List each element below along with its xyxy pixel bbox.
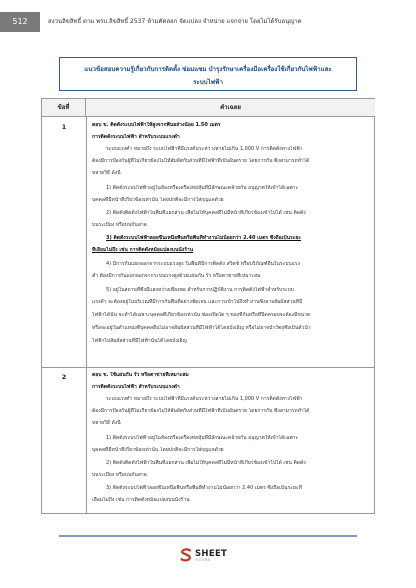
answer-line: 3) ติดตั้งระบบไฟฟ้าลอยขึ้นเหนือพื้นหรือพื้นที่ทำงานไม่น้อยกว่า 2.40 เมตร ซึ่งถือเป็นระยะที่ (106, 485, 302, 491)
answer-line-highlight: 3) ติดตั้งระบบไฟฟ้าลอยขึ้นเหนือพื้นหรือพื้นที่ทำงานไม่น้อยกว่า 2.40 เมตร ซึ่งถือเป็นระยะ (106, 235, 301, 241)
answer-line: 1) ติดตั้งระบบไฟฟ้าอยู่ในห้องหรือเครื่องห่อหุ้มที่มีลักษณะคล้ายกัน อนุญาตให้เข้าได้เฉพาะ (106, 185, 299, 191)
answer-line: 2) ติดตั้งติดตั้งไฟฟ้าในพื้นที่แยกส่วน เพื่อไม่ให้บุคคลที่ไม่มีหน้าที่เกี่ยวข้องเข้าไปได้ เช่น ติดตั้ง (106, 210, 306, 216)
column-header-number: ข้อที่ (42, 99, 86, 117)
section-title-line-1: แนวข้อสอบความรู้เกี่ยวกับการติดตั้ง ซ่อมแซม บำรุงรักษาเครื่องมือเครื่องใช้เกี่ยวกับไฟฟ้าและ (84, 66, 332, 73)
answer-line: การติดตั้งระบบไฟฟ้า สำหรับระบบแรงต่ำ (92, 134, 180, 140)
row-number-2: 2 (61, 373, 67, 381)
section-title-box (59, 57, 357, 91)
answer-line: บนระเบียง หรือบนกันสาด (92, 222, 147, 228)
logo-brand: SHEET (195, 549, 228, 559)
answer-line: แรงต่ำ จะต้องอยู่ในบริเวณที่มีการกั้นพื้นที่อย่างชัดเจน และการเข้าไปถึงทำงานซึ่งอาจสัมผัสส่วนที่มี (92, 299, 303, 305)
answer-line: ต้องมีการป้องกันผู้ที่ไม่เกี่ยวข้องไม่ให้สัมผัสกับส่วนที่มีไฟฟ้าที่เป็นอันตราย โดยการกั้น ซึ่งสามารถทำได้ (92, 408, 310, 414)
answer-line: ตอบ ข. ใช้แผ่นกั้น รั้ว หรือตาข่ายที่เหมาะสม (92, 372, 189, 378)
answer-line: ระบบแรงต่ำ หมายถึง ระบบไฟฟ้าที่มีแรงดันระหว่างสายไม่เกิน 1,000 V การติดตั้งทางไฟฟ้า (106, 396, 303, 402)
answer-line: การติดตั้งระบบไฟฟ้า สำหรับระบบแรงต่ำ (92, 384, 180, 390)
answer-line: ต่ำ ต้องมีการกั้นแยกออกจากระบบแรงสูงด้วยแผ่นกั้น รั้ว หรือตาข่ายที่เหมาะสม (92, 273, 261, 279)
answer-line: ระบบแรงต่ำ หมายถึง ระบบไฟฟ้าที่มีแรงดันระหว่างสายไม่เกิน 1,000 V การติดตั้งทางไฟฟ้า (106, 146, 303, 152)
answer-line: หลายวิธี ดังนี้ (92, 170, 121, 176)
answer-line: หรือจะอยู่ในตำแหน่งที่บุคคลอื่นไม่อาจสัมผัสส่วนที่มีไฟฟ้าได้โดยบังเอิญ หรือไม่อาจนำวัตถุซึ่งเป็นตัวนำ (92, 325, 311, 331)
page-number: 512 (0, 12, 40, 32)
answer-line-highlight: ที่เอื้อมไม่ถึง เช่น การติดตั้งหม้อแปลงบนนั่งร้าน (92, 247, 194, 253)
answer-table (41, 98, 375, 514)
column-header-answer: คำเฉลย (86, 99, 375, 117)
page-header (0, 12, 416, 32)
row-number-1: 1 (61, 123, 67, 131)
answer-line: ไฟฟ้าได้นั้น จะทำได้เฉพาะบุคคลที่เกี่ยวข้องเท่านั้น ช่องเปิดใด ๆ ของที่กั้นหรือที่ปิดครอบจะต้องมีขนาด (92, 312, 311, 318)
answer-line: 4) มีการกั้นแยกออกจากระบบแรงสูง ในพื้นที่มีการติดตั้ง สวิตช์ หรือบริภัณฑ์อื่นในระบบแรง (106, 261, 300, 267)
logo-brand-sub: STORE (196, 558, 211, 562)
column-divider (86, 117, 87, 514)
section-title-line-2: ระบบไฟฟ้า (193, 79, 223, 86)
row-divider (42, 367, 375, 368)
answer-line: หลายวิธี ดังนี้ (92, 420, 121, 426)
sheet-store-logo (180, 548, 240, 564)
footer-divider (59, 535, 357, 537)
answer-line: 1) ติดตั้งระบบไฟฟ้าอยู่ในห้องหรือเครื่องห่อหุ้มที่มีลักษณะคล้ายกัน อนุญาตให้เข้าได้เฉพาะ (106, 435, 299, 441)
copyright-notice: สงวนลิขสิทธิ์ ตาม พรบ.ลิขสิทธิ์ 2537 ห้ามคัดลอก จัดแปลง จำหน่าย แจกจ่าย โดยไม่ได้รับอนุญาต (48, 18, 302, 25)
answer-line: ตอบ ข. ติดตั้งระบบไฟฟ้าให้สูงจากพื้นอย่างน้อย 1.50 เมตร (92, 122, 221, 128)
answer-line: ต้องมีการป้องกันผู้ที่ไม่เกี่ยวข้องไม่ให้สัมผัสกับส่วนที่มีไฟฟ้าที่เป็นอันตราย โดยการกั้น ซึ่งสามารถทำได้ (92, 158, 310, 164)
answer-line: ไฟฟ้าไปสัมผัสส่วนที่มีไฟฟ้านั้นได้โดยบังเอิญ (92, 338, 187, 344)
answer-line: บนระเบียง หรือบนกันสาด (92, 472, 147, 478)
answer-line: เอื้อมไม่ถึง เช่น การติดตั้งหม้อแปลงบนนั่งร้าน (92, 497, 190, 503)
answer-line: บุคคลที่มีหน้าที่เกี่ยวข้องเท่านั้น โดยปกติจะมีการใส่กุญแจด้วย (92, 447, 224, 453)
logo-s-icon (180, 548, 192, 562)
answer-line: 5) อยู่ในสถานที่ซึ่งมีแสงสว่างเพียงพอ สำหรับการปฏิบัติงาน การติดตั้งไฟฟ้าสำหรับระบบ (106, 287, 294, 293)
answer-line: บุคคลที่มีหน้าที่เกี่ยวข้องเท่านั้น โดยปกติจะมีการใส่กุญแจด้วย (92, 197, 224, 203)
answer-line: 2) ติดตั้งติดตั้งไฟฟ้าในพื้นที่แยกส่วน เพื่อไม่ให้บุคคลที่ไม่มีหน้าที่เกี่ยวข้องเข้าไปได้ เช่น ติดตั้ง (106, 460, 306, 466)
